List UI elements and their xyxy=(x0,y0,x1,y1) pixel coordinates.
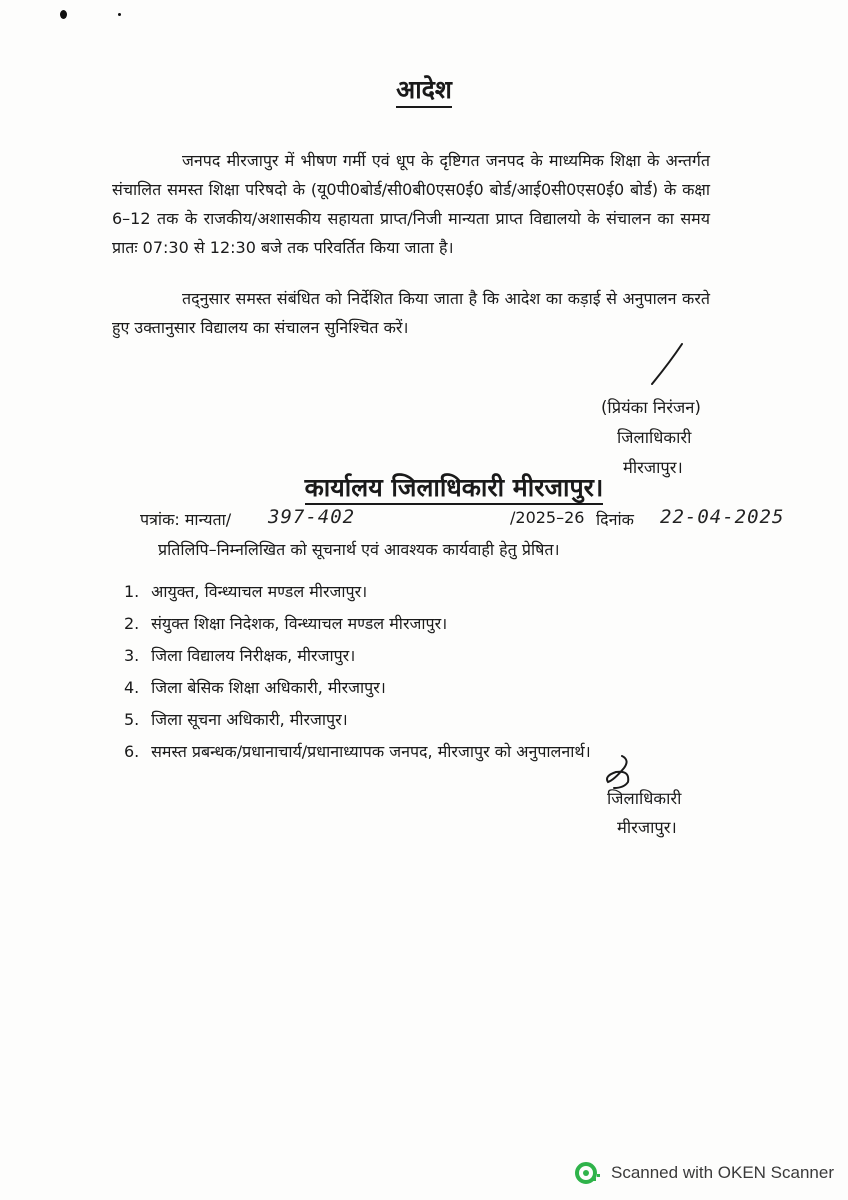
scanner-label: Scanned with OKEN Scanner xyxy=(610,1163,834,1182)
scanner-watermark xyxy=(575,1160,834,1186)
list-item: 1. आयुक्त, विन्ध्याचल मण्डल मीरजापुर। xyxy=(124,582,368,601)
list-item: 6. समस्त प्रबन्धक/प्रधानाचार्य/प्रधानाध्यापक जनपद, मीरजापुर को अनुपालनार्थ। xyxy=(124,742,591,761)
date-value: 22-04-2025 xyxy=(660,506,785,528)
signature-stroke xyxy=(640,340,690,390)
ref-year: /2025–26 xyxy=(510,508,585,527)
list-item: 2. संयुक्त शिक्षा निदेशक, विन्ध्याचल मण्डल मीरजापुर। xyxy=(124,614,448,633)
copy-to-line: प्रतिलिपि–निम्नलिखित को सूचनार्थ एवं आवश्यक कार्यवाही हेतु प्रेषित। xyxy=(158,540,560,559)
signatory-designation: जिलाधिकारी xyxy=(617,428,692,447)
office-heading: कार्यालय जिलाधिकारी मीरजापुर। xyxy=(0,470,848,504)
order-paragraph-1: जनपद मीरजापुर में भीषण गर्मी एवं धूप के दृष्टिगत जनपद के माध्यमिक शिक्षा के अन्तर्गत संचालित समस्त शिक्षा परिषदो के (यू0पी0बोर्ड/सी0बी0एस0ई0 बोर्ड/आई0सी0एस0ई0 बोर्ड) के कक्षा 6–12 तक के राजकीय/अशासकीय सहायता प्राप्त/निजी मान्यता प्राप्त विद्यालयो के संचालन का समय प्रातः 07:30 से 12:30 बजे तक परिवर्तित किया जाता है। xyxy=(112,151,710,257)
list-item: 4. जिला बेसिक शिक्षा अधिकारी, मीरजापुर। xyxy=(124,678,386,697)
list-item: 3. जिला विद्यालय निरीक्षक, मीरजापुर। xyxy=(124,646,356,665)
scanner-logo-icon xyxy=(575,1160,601,1186)
ref-number: 397-402 xyxy=(268,506,356,528)
ref-label: पत्रांक: मान्यता/ xyxy=(140,510,232,529)
scan-speck xyxy=(118,13,121,16)
order-paragraph-2: तद्नुसार समस्त संबंधित को निर्देशित किया जाता है कि आदेश का कड़ाई से अनुपालन करते हुए उक्तानुसार विद्यालय का संचालन सुनिश्चित करें। xyxy=(112,289,710,337)
date-label: दिनांक xyxy=(596,510,634,529)
order-title: आदेश xyxy=(0,72,848,106)
recipient-list xyxy=(124,576,591,768)
scan-speck xyxy=(60,10,67,19)
signatory-name: (प्रियंका निरंजन) xyxy=(601,398,701,417)
signatory-designation-2: जिलाधिकारी xyxy=(607,789,682,808)
signatory-place-2: मीरजापुर। xyxy=(617,818,677,837)
list-item: 5. जिला सूचना अधिकारी, मीरजापुर। xyxy=(124,710,348,729)
signatory-place: मीरजापुर। xyxy=(623,458,683,477)
